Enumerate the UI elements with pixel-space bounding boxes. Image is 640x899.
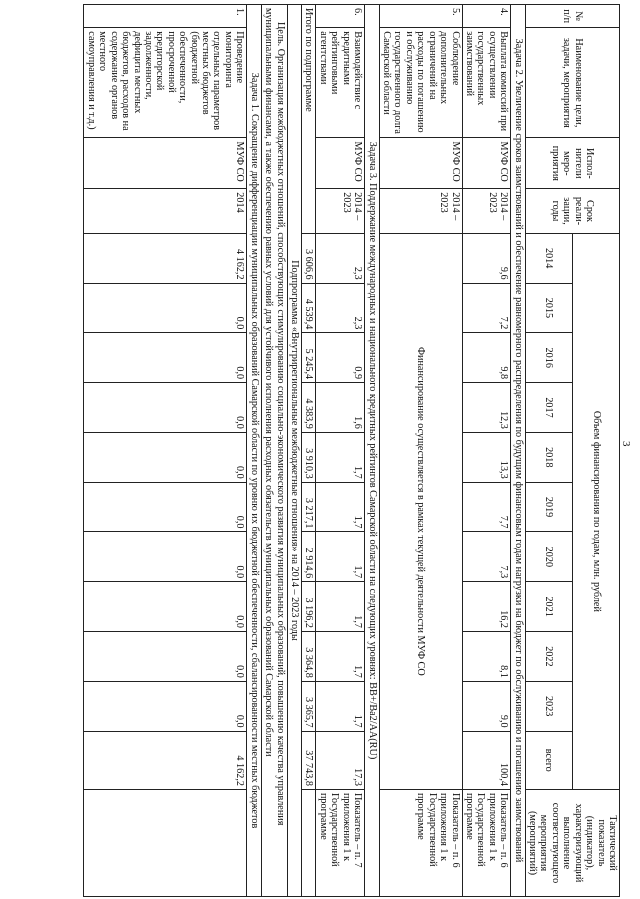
year-header: 2014 [525,233,572,283]
row-term: 2014 – 2023 [379,189,462,233]
value-cell: 9,8 [462,333,511,383]
total-value: 3 365,7 [302,681,316,731]
row-num: 5. [379,5,462,28]
task3-row [365,5,379,897]
total-cell: 17,3 [316,731,365,789]
task1-title: Задача 1. Сокращение дифференциации муниципальных образований Самарской области по уровню их бюджетной обеспеченности, сбалансированности местных бюджетов [247,5,261,897]
task1-row [247,5,261,897]
goal-row [261,5,287,897]
grand-total: 37 743,8 [302,731,316,789]
row-name: Выплата комиссий при осуществлении государственных заимствований [462,28,511,138]
value-cell: 4 162,2 [84,233,247,283]
header-term: Срок реали-зации, годы [525,189,619,233]
row-num: 6. [316,5,365,28]
value-cell: 0,0 [84,582,247,632]
value-cell: 0,0 [84,432,247,482]
finance-table [83,4,620,897]
goal-text: Цель. Организация межбюджетных отношений, способствующих стимулированию социально-экономического развития муниципальных образований, повышению качества управления муниципальными финансами, а также обеспечению равных условий для устойчивого исполнения расходных обязательств муниципальных образований Самарской области [261,5,287,897]
value-cell: 2,3 [316,283,365,333]
total-cell: 100,4 [462,731,511,789]
value-cell: 16,2 [462,582,511,632]
value-cell: 0,0 [84,532,247,582]
total-value: 3 910,3 [302,432,316,482]
total-cell: 4 162,2 [84,731,247,789]
task3-title: Задача 3. Поддержание международных и национального кредитных рейтингов Самарской области на следующих уровнях: BB+/Ba2/AA(RU) [365,5,379,897]
table-row [316,5,365,897]
indicator-cell [84,789,247,896]
value-cell: 8,1 [462,632,511,682]
value-cell: 7,3 [462,532,511,582]
value-cell: 1,6 [316,383,365,433]
header-row [572,5,619,897]
year-header: 2015 [525,283,572,333]
total-value: 3 196,2 [302,582,316,632]
value-cell: 0,0 [84,283,247,333]
row-num: 4. [462,5,511,28]
totals-label: Итого по подпрограмме [302,5,316,234]
row-executor: МУФ СО [379,138,462,189]
subprogram-title: Подпрограмма «Внутрирегиональные межбюджетные отношения» на 2014 – 2023 годы [287,5,301,897]
value-cell: 0,0 [84,681,247,731]
year-header: 2019 [525,482,572,532]
table-row [462,5,511,897]
value-cell: 0,0 [84,632,247,682]
value-cell: 1,7 [316,632,365,682]
total-value: 4 539,4 [302,283,316,333]
header-finance-group: Объем финансирования по годам, млн. рублей [572,233,619,789]
value-cell: 1,7 [316,432,365,482]
total-value: 3 217,1 [302,482,316,532]
year-header: 2020 [525,532,572,582]
total-value: 2 914,6 [302,532,316,582]
row-term: 2014 [84,189,247,233]
table-row [379,5,462,897]
year-header: 2021 [525,582,572,632]
year-header: 2016 [525,333,572,383]
value-cell: 12,3 [462,383,511,433]
value-cell: 9,6 [462,233,511,283]
row-executor: МУФ СО [462,138,511,189]
value-cell: 2,3 [316,233,365,283]
year-header: 2022 [525,632,572,682]
task2-title: Задача 2. Увеличение сроков заимствований и обеспечение равномерного распределения по будущим финансовым годам нагрузки на бюджет по обслуживанию и погашению заимствований [511,5,525,897]
row-executor: МУФ СО [84,138,247,189]
indicator-cell: Показатель – п. 7 приложения 1 к Государственной программе [316,789,365,896]
table-row [84,5,247,897]
value-cell: 9,0 [462,681,511,731]
row-num: 1. [84,5,247,28]
value-cell: 7,7 [462,482,511,532]
task2-row [511,5,525,897]
header-num: № п/п [525,5,619,28]
value-cell: 1,7 [316,681,365,731]
page-number: 3 [620,441,632,447]
value-cell: 0,0 [84,383,247,433]
value-cell: 13,3 [462,432,511,482]
row-name: Проведение мониторинга отдельных параметров местных бюджетов (бюджетной обеспеченности, просроченной кредиторской задолженности, дефицита местных бюджетов, расходов на содержание органов местного самоуправления и т.д.) [84,28,247,138]
header-executor: Испол-нители меро-приятия [525,138,619,189]
row-name: Соблюдение дополнительных ограничений на расходы по погашению и обслуживанию государственного долга Самарской области [379,28,462,138]
total-value: 4 383,9 [302,383,316,433]
value-cell: 1,7 [316,532,365,582]
header-name: Наименование цели, задачи, мероприятия [525,28,619,138]
funding-note: Финансирование осуществляется в рамках текущей деятельности МУФ СО [379,233,462,789]
value-cell: 7,2 [462,283,511,333]
value-cell: 0,9 [316,333,365,383]
row-executor: МУФ СО [316,138,365,189]
year-header: 2018 [525,432,572,482]
total-header: всего [525,731,572,789]
indicator-cell: Показатель – п. 6 приложения 1 к Государственной программе [379,789,462,896]
totals-row [302,5,316,897]
indicator-cell: Показатель – п. 6 приложения 1 к Государственной программе [462,789,511,896]
totals-indicator-empty [302,789,316,896]
value-cell: 1,7 [316,582,365,632]
row-term: 2014 – 2023 [316,189,365,233]
subprogram-row [287,5,301,897]
year-header: 2017 [525,383,572,433]
total-value: 5 245,4 [302,333,316,383]
value-cell: 1,7 [316,482,365,532]
total-value: 3 606,6 [302,233,316,283]
value-cell: 0,0 [84,333,247,383]
header-indicator: Тактический показатель (индикатор), характеризующий выполнение соответствующего мероприятия (мероприятий) [525,789,619,896]
year-header: 2023 [525,681,572,731]
total-value: 3 364,8 [302,632,316,682]
value-cell: 0,0 [84,482,247,532]
row-name: Взаимодействие с кредитными рейтинговыми агентствами [316,28,365,138]
row-term: 2014 – 2023 [462,189,511,233]
